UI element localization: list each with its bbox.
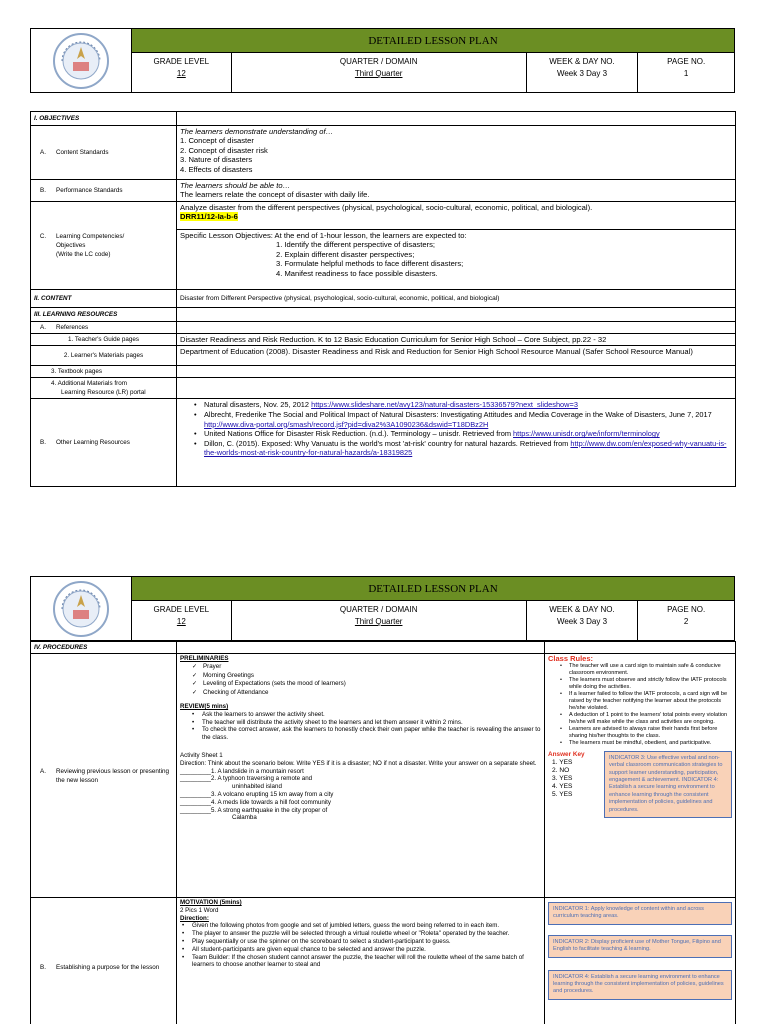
week-day-cell (527, 53, 639, 92)
quarter-value: Third Quarter (354, 69, 403, 78)
quarter-label: QUARTER / DOMAIN (339, 57, 418, 66)
page-number-cell: PAGE NO. 2 (638, 601, 734, 640)
content-text: Disaster from Different Perspective (physical, psychological, socio-cultural, economic, political, and biological) (177, 290, 736, 308)
week-day-value: Week 3 Day 3 (556, 69, 608, 78)
reference-item: • Dillon, C. (2015). Exposed: Why Vanuatu is the world's most 'at-risk' country for natural hazards. Retrieved from http://www.dw.com/en/exposed-why-vanuatu-is-the-worlds-most-at-risk-country-for-natural-hazards/a-18319825 (194, 439, 732, 458)
grade-level-value: 12 (176, 69, 186, 78)
learning-competency-text: Analyze disaster from the different perspectives (physical, psychological, socio-cultural, economic, political, and biological). DRR11/12-Ia-b-6 (177, 202, 736, 230)
content-standards-text: The learners demonstrate understanding of… 1. Concept of disaster 2. Concept of disaster risk 3. Nature of disasters 4. Effects of disasters (177, 126, 736, 180)
page-number-label: PAGE NO. (667, 57, 706, 66)
performance-standards-text: The learners should be able to… The learners relate the concept of disaster with daily life. (177, 180, 736, 202)
quarter-cell (232, 53, 527, 92)
textbook-pages-label: 3. Textbook pages (31, 366, 177, 378)
reference-item: • Natural disasters, Nov. 25, 2012 https://www.slideshare.net/avy123/natural-disasters-15336579?next_slideshow=3 (194, 400, 732, 410)
reference-link[interactable]: https://www.unisdr.org/we/inform/terminology (513, 429, 660, 439)
additional-materials-label: 4. Additional Materials from Learning Resource (LR) portal (31, 378, 177, 399)
indicator-box: INDICATOR 1: Apply knowledge of content within and across curriculum teaching areas. (548, 902, 732, 925)
learners-materials-text: Department of Education (2008). Disaster Readiness and Risk and Reduction for Senior High School Resource Manual (Safer School Resource Manual) (177, 346, 736, 366)
page-number-cell (638, 53, 734, 92)
content-standards-label: Content Standards (56, 149, 109, 156)
indicators-cell (545, 898, 736, 1024)
motivation-cell: MOTIVATION (5mins) 2 Pics 1 Word Direction: • Given the following photos from google and set of jumbled letters, guess the word being referred to in each item. • The player to answer the puzzle will be selected through a virtual roulette wheel or "Roleta" operated by the teacher. • Play sequentially or use the spinner on the scoreboard to select a student-participant to guess. • All student-participants are given equal chance to be selected and answer the puzzle. • Team Builder: If the chosen student cannot answer the puzzle, the teacher will roll the roulette wheel of the same batch of learners to choose another learner to steal and (177, 898, 545, 1024)
procedures-table: IV. PROCEDURES A. Reviewing previous lesson or presenting the new lesson PRELIMINARIES ✓ Prayer ✓ Morning Greetings ✓ Leveling of Expectations (sets the mood of learners) ✓ Checking of Attendance REVIEW(5 mins) • Ask the learners to answer the activity sheet. • The teacher will distribute the activity sheet to the learners and let them answer it within 2 mins. • To check the correct answer, ask the learners to honestly check their own paper while the teacher is revealing the answer to the class. Activity Sheet 1 Direction: Think about the scenario below. Write YES if it is a disaster; NO if not a disaster. Write your answer on a separate sheet. _________1. A landslide in a mountain resort _________2. A typhoon traversing a remote and uninhabited island _________3. A volcano erupting 15 km away from a city _________4. A meds lide towards a hill foot community _________5. A strong earthquake in the city proper of Calamba Class Rules: • The teacher will use a card sign to maintain safe & conducive classroom environment. • The learners must observe and strictly follow the IATF protocols while doing the activities. • If a learner failed to follow the IATF protocols, a card sign will be raised by the teacher notifying the learner about the protocols he/she violated. • A deduction of 1 point to the learners' total points every violation he/she will make while the class and activities are ongoing. • Learners are advised to always raise their hands first before sharing his/her thoughts to the class. • The learners must be mindful, obedient, and participative. Answer Key 1. YES 2. NO 3. YES 4. YES 5. YES INDICATOR 3: Use effective verbal and non-verbal classroom communication strategies to support learner understanding, participation, engagement & achievement. INDICATOR 4: Establish a secure learning environment to enhance learning through the consistent implementation of policies, guidelines and procedures. B. Establishing a purpose for the lesson MOTIVATION (5mins) 2 Pics 1 Word Direction: • Given the following photos from google and set of jumbled letters, guess the word being referred to in each item. • The player to answer the puzzle will be selected through a virtual roulette wheel or "Roleta" operated by the teacher. • Play sequentially or use the spinner on the scoreboard to select a student-participant to guess. • All student-participants are given equal chance to be selected and answer the puzzle. • Team Builder: If the chosen student cannot answer the puzzle, the teacher will roll the roulette wheel of the same batch of learners to choose another learner to steal and INDICATOR 1: Apply knowledge of content within and across curriculum teaching areas. INDICATOR 2: Display proficient use of Mother Tongue, Filipino and English to facilitate teaching & learning. INDICATOR 4: Establish a secure learning environment to enhance learning through the consistent implementation of policies, guidelines and procedures. (30, 641, 736, 1024)
specific-objectives: Specific Lesson Objectives: At the end of 1-hour lesson, the learners are expected to: 1. Identify the different perspective of disasters; 2. Explain different disaster perspectives; 3. Formulate helpful methods to face different disasters; 4. Manifest readiness to face possible disasters. (177, 230, 736, 290)
week-day-cell: WEEK & DAY NO. Week 3 Day 3 (527, 601, 639, 640)
grade-level-cell: GRADE LEVEL 12 (132, 601, 232, 640)
answer-key-title: Answer Key (548, 750, 585, 758)
document-title: DETAILED LESSON PLAN (131, 29, 734, 53)
class-rules-title: Class Rules: (548, 654, 594, 663)
section-heading-resources: III. LEARNING RESOURCES (31, 308, 177, 322)
page-number-value: 1 (683, 69, 689, 78)
deped-seal-logo (31, 29, 131, 92)
grade-level-label: GRADE LEVEL (153, 57, 210, 66)
references-label: References (56, 324, 89, 331)
lesson-plan-page-2 (0, 560, 768, 1024)
reference-item: • United Nations Office for Disaster Risk Reduction. (n.d.). Terminology – unisdr. Retrieved from https://www.unisdr.org/we/inform/terminology (194, 429, 732, 439)
learners-materials-label: 2. Learner's Materials pages (31, 346, 177, 366)
class-rules-cell: Class Rules: • The teacher will use a card sign to maintain safe & conducive classroom environment. • The learners must observe and strictly follow the IATF protocols while doing the activities. • If a learner failed to follow the IATF protocols, a card sign will be raised by the teacher notifying the learner about the protocols he/she violated. • A deduction of 1 point to the learners' total points every violation he/she will make while the class and activities are ongoing. • Learners are advised to always raise their hands first before sharing his/her thoughts to the class. • The learners must be mindful, obedient, and participative. Answer Key 1. YES 2. NO 3. YES 4. YES 5. YES INDICATOR 3: Use effective verbal and non-verbal classroom communication strategies to support learner understanding, participation, engagement & achievement. INDICATOR 4: Establish a secure learning environment to enhance learning through the consistent implementation of policies, guidelines and procedures. (545, 654, 736, 898)
document-title: DETAILED LESSON PLAN (131, 577, 734, 601)
performance-standards-label: Performance Standards (56, 187, 123, 194)
other-resources-list (177, 399, 736, 487)
teachers-guide-text: Disaster Readiness and Risk Reduction. K to 12 Basic Education Curriculum for Senior High School – Core Subject, pp.22 - 32 (177, 334, 736, 346)
section-heading-objectives: I. OBJECTIVES (31, 112, 177, 126)
page-header (30, 576, 735, 641)
reviewing-lesson-label: Reviewing previous lesson or presenting the new lesson (56, 767, 170, 784)
grade-level-cell (132, 53, 232, 92)
establishing-purpose-label: Establishing a purpose for the lesson (56, 964, 160, 971)
lc-code: DRR11/12-Ia-b-6 (180, 212, 238, 222)
other-resources-label: Other Learning Resources (56, 439, 130, 447)
indicator-box: INDICATOR 2: Display proficient use of Mother Tongue, Filipino and English to facilitate teaching & learning. (548, 935, 732, 958)
section-heading-procedures: IV. PROCEDURES (31, 642, 177, 654)
page-number-value: 2 (683, 617, 689, 626)
week-day-label: WEEK & DAY NO. (549, 57, 615, 66)
quarter-cell: QUARTER / DOMAIN Third Quarter (232, 601, 527, 640)
section-heading-content: II. CONTENT (31, 290, 177, 308)
lesson-plan-table-1: I. OBJECTIVES A. Content Standards The learners demonstrate understanding of… 1. Concept of disaster 2. Concept of disaster risk 3. Nature of disasters 4. Effects of disasters B. Performance Standards The learners should be able to… The learners relate the concept of disaster with daily life. C. Learning Competencies/ Objectives (Write the LC code) Analyze disaster from the different perspectives (physical, psychological, socio-cultural, economic, political, and biological). DRR11/12-Ia-b-6 Specific Lesson Objectives: At the end of 1-hour lesson, the learners are expected to: 1. Identify the different perspective of disasters; 2. Explain different disaster perspectives; 3. Formulate helpful methods to face different disasters; 4. Manifest readiness to face possible disasters. II. CONTENT Disaster from Different Perspective (physical, psychological, socio-cultural, economic, political, and biological) III. LEARNING RESOURCES A. References 1. Teacher's Guide pages Disaster Readiness and Risk Reduction. K to 12 Basic Education Curriculum for Senior High School – Core Subject, pp.22 - 32 2. Learner's Materials pages Department of Education (2008). Disaster Readiness and Risk and Reduction for Senior High School Resource Manual (Safer School Resource Manual) 3. Textbook pages 4. Additional Materials from Learning Resource (LR) portal B. Other Learning Resources • Natural disasters, Nov. 25, 2012 https://www.slideshare.net/avy123/natural-disasters-15336579?next_slideshow=3 • Albrecht, Frederike The Social and Political Impact of Natural Disasters: Investigating Attitudes and Media Coverage in the Wake of Disasters, June 7, 2017 http://www.diva-portal.org/smash/record.jsf?pid=diva2%3A1090236&dswid=T18DBz2H • United Nations Office for Disaster Risk Reduction. (n.d.). Terminology – unisdr. Retrieved from https://www.unisdr.org/we/inform/terminology • Dillon, C. (2015). Exposed: Why Vanuatu is the world's most 'at-risk' country for natural hazards. Retrieved from http://www.dw.com/en/exposed-why-vanuatu-is-the-worlds-most-at-risk-country-for-natural-hazards/a-18319825 (30, 111, 736, 487)
lesson-plan-page-1 (0, 0, 768, 510)
indicator-box: INDICATOR 4: Establish a secure learning environment to enhance learning through the consistent implementation of policies, guidelines and procedures. (548, 970, 732, 1000)
page-header (30, 28, 735, 93)
reference-link[interactable]: http://www.dw.com/en/exposed-why-vanuatu-is-the-worlds-most-at-risk-country-for-natural-hazards/a-18319825 (204, 438, 727, 458)
teachers-guide-label: 1. Teacher's Guide pages (31, 334, 177, 346)
reference-link[interactable]: https://www.slideshare.net/avy123/natural-disasters-15336579?next_slideshow=3 (311, 400, 578, 410)
deped-seal-logo (31, 577, 131, 640)
review-activity-cell: PRELIMINARIES ✓ Prayer ✓ Morning Greetings ✓ Leveling of Expectations (sets the mood of learners) ✓ Checking of Attendance REVIEW(5 mins) • Ask the learners to answer the activity sheet. • The teacher will distribute the activity sheet to the learners and let them answer it within 2 mins. • To check the correct answer, ask the learners to honestly check their own paper while the teacher is revealing the answer to the class. Activity Sheet 1 Direction: Think about the scenario below. Write YES if it is a disaster; NO if not a disaster. Write your answer on a separate sheet. _________1. A landslide in a mountain resort _________2. A typhoon traversing a remote and uninhabited island _________3. A volcano erupting 15 km away from a city _________4. A meds lide towards a hill foot community _________5. A strong earthquake in the city proper of Calamba (177, 654, 545, 898)
answer-key-list: 1. YES 2. NO 3. YES 4. YES 5. YES (552, 758, 573, 799)
learning-competencies-label: Learning Competencies/ Objectives (Write the LC code) (56, 233, 125, 258)
reference-item: • Albrecht, Frederike The Social and Political Impact of Natural Disasters: Investigating Attitudes and Media Coverage in the Wake of Disasters, June 7, 2017 http://www.diva-portal.org/smash/record.jsf?pid=diva2%3A1090236&dswid=T18DBz2H (194, 410, 732, 429)
reference-link[interactable]: http://www.diva-portal.org/smash/record.jsf?pid=diva2%3A1090236&dswid=T18DBz2H (204, 419, 489, 429)
indicator-box: INDICATOR 3: Use effective verbal and non-verbal classroom communication strategies to support learner understanding, participation, engagement & achievement. INDICATOR 4: Establish a secure learning environment to enhance learning through the consistent implementation of policies, guidelines and procedures. (604, 751, 732, 818)
